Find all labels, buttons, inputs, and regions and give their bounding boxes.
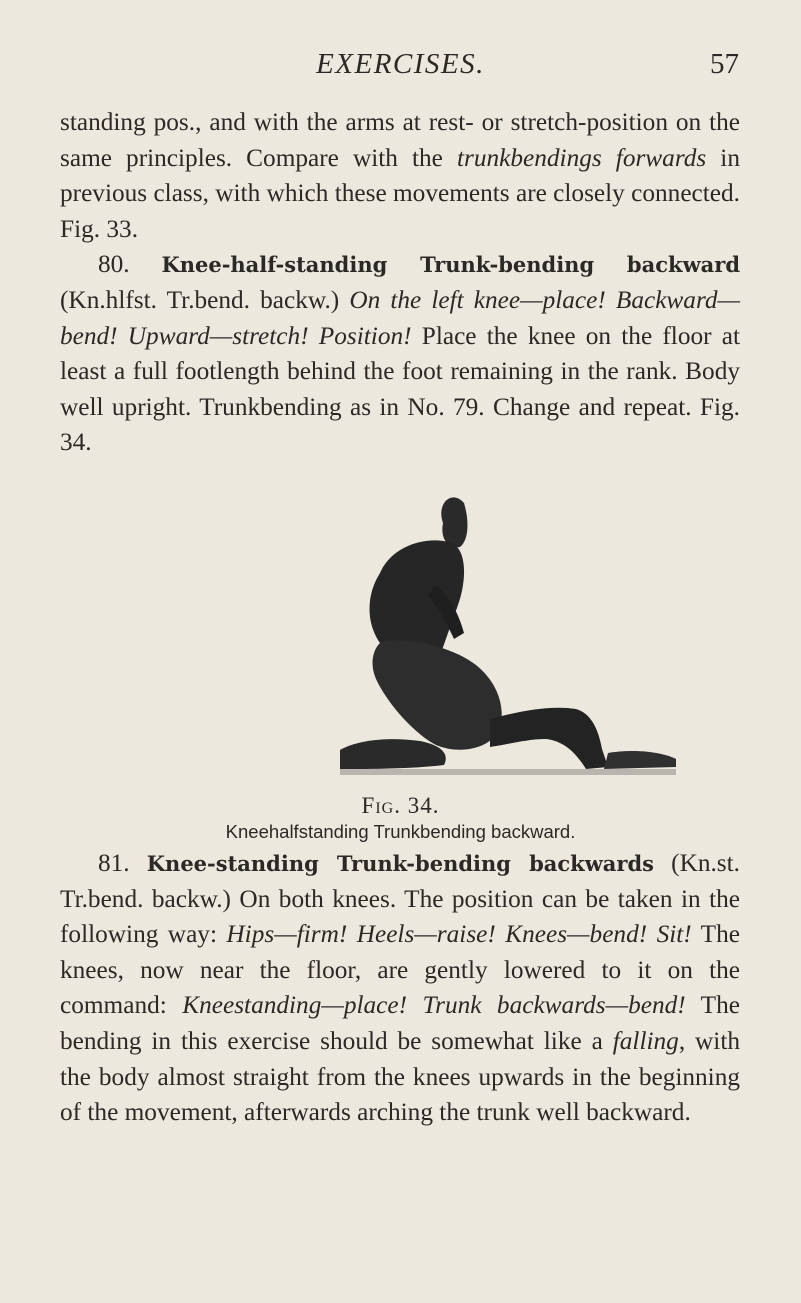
- exercise-heading: Knee-half-standing Trunk-bending backward: [161, 252, 740, 278]
- text-block-bottom: [60, 846, 740, 1131]
- exercise-heading: Knee-standing Trunk-bending backwards: [146, 851, 654, 876]
- figure-number: [0, 793, 801, 819]
- page-header: [0, 44, 801, 84]
- text-run: Place the knee on the floor at least a full footlength behind the foot remaining in the rank. Body well upright. Trunkbending as in No. 79. Change and repeat. Fig. 34.: [60, 321, 740, 457]
- text-run: , with the body almost straight from the knees upwards in the beginning of the movement, afterwards arching the trunk well backward.: [60, 1026, 741, 1127]
- exercise-number: 81.: [98, 849, 130, 877]
- text-run: The bending in this exercise should be somewhat like a: [60, 991, 741, 1055]
- text-block-top: [60, 105, 740, 461]
- figure-number-value: 34.: [407, 793, 440, 818]
- paragraph-80: [60, 247, 740, 461]
- figure-back-leg: [340, 739, 446, 769]
- paragraph-81: [60, 846, 740, 1131]
- figure-front-leg: [490, 708, 608, 769]
- text-run: (Kn.st. Tr.bend. backw.) On both knees. The position can be taken in the following way:: [60, 849, 741, 949]
- text-run: standing pos., and with the arms at rest- or stretch-position on the same principles. Compare with the: [60, 108, 740, 172]
- text-run: in previous class, with which these movements are closely connected. Fig. 33.: [60, 143, 741, 243]
- figure-hips: [373, 640, 502, 750]
- running-head: EXERCISES.: [316, 48, 485, 80]
- text-run: The knees, now near the floor, are gently lowered to it on the command:: [60, 920, 740, 1020]
- figure-prefix: Fig.: [361, 793, 401, 818]
- command-italic: Kneestanding—place! Trunk backwards—bend!: [182, 991, 686, 1020]
- exercise-number: 80.: [98, 250, 130, 279]
- command-italic: On the left knee—place! Backward—bend! Upward—stretch! Position!: [60, 285, 740, 350]
- page-number: 57: [710, 48, 739, 80]
- floor-shadow: [340, 769, 676, 775]
- command-italic: Hips—firm! Heels—raise! Knees—bend! Sit!: [226, 920, 692, 949]
- figure-foot: [604, 751, 676, 769]
- text-run: (Kn.hlfst. Tr.bend. backw.): [60, 285, 350, 314]
- figure-head: [441, 497, 467, 547]
- italic-run: trunkbendings forwards: [456, 143, 707, 172]
- figure-caption: Kneehalfstanding Trunkbending backward.: [225, 821, 576, 842]
- figure-illustration-kneeling-figure: [340, 483, 680, 788]
- italic-run: falling: [612, 1026, 679, 1055]
- paragraph-continued: [60, 105, 740, 247]
